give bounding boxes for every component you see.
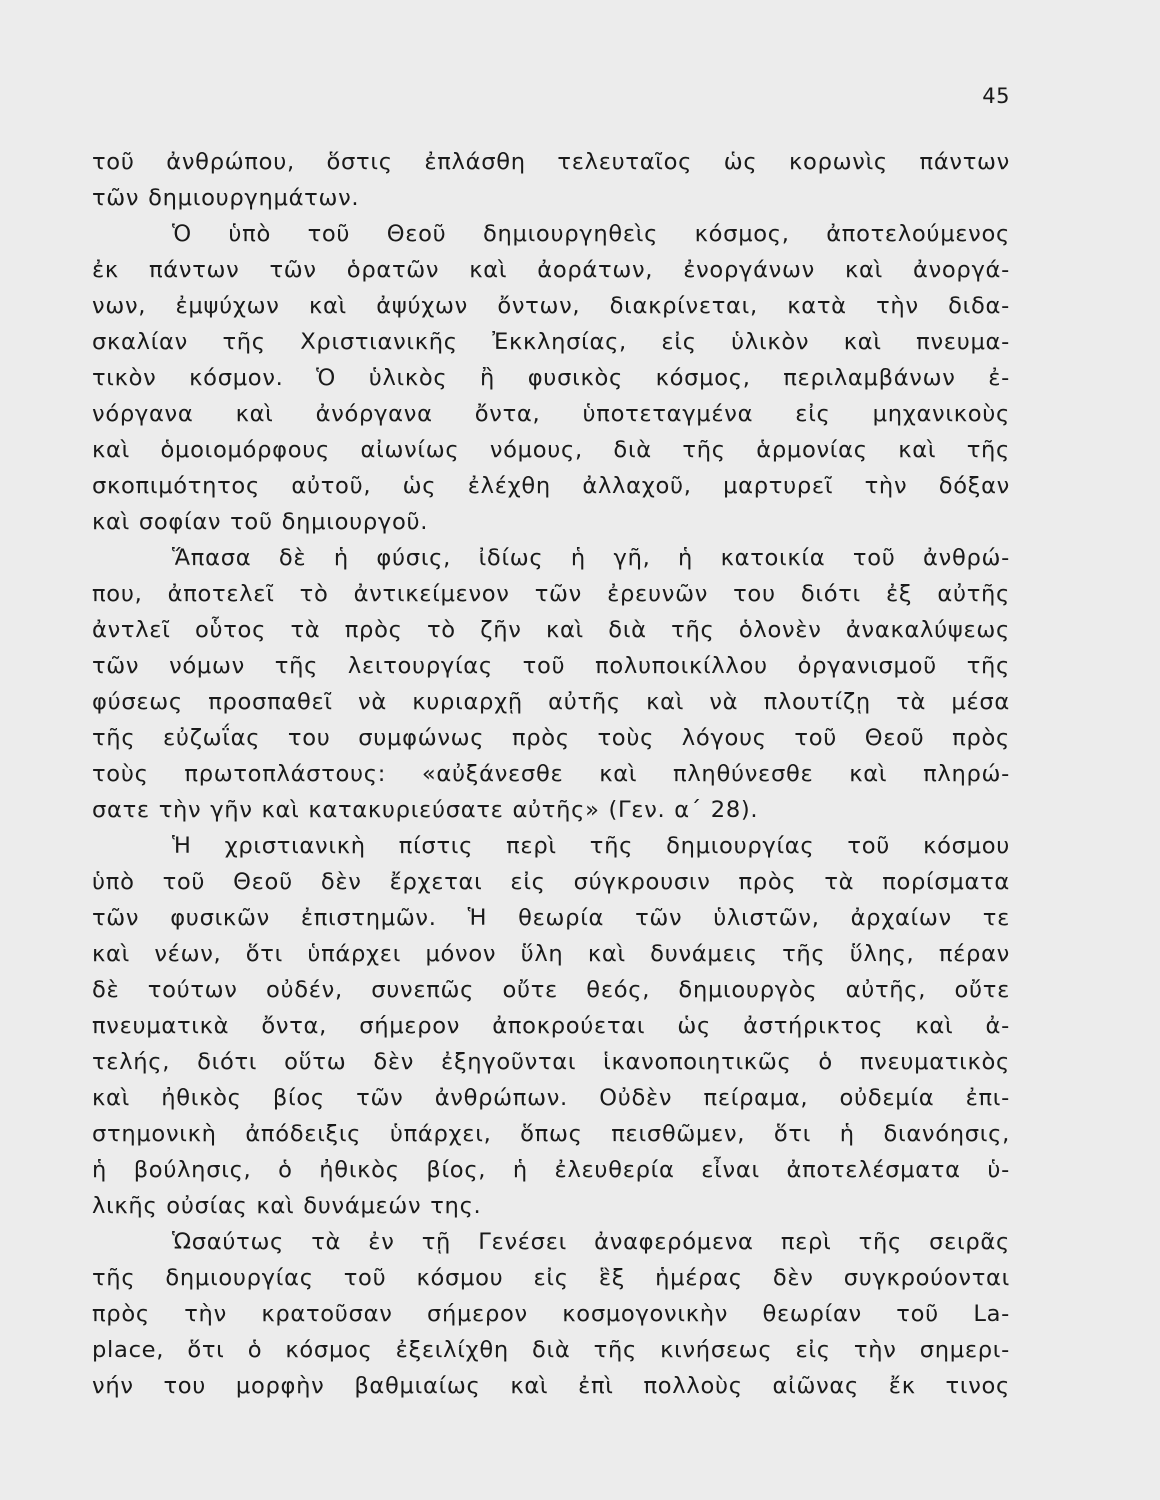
text-line: τῆς δημιουργίας τοῦ κόσμου εἰς ἓξ ἡμέρας δὲν συγκρούονται [92, 1265, 1010, 1291]
text-line: τελής, διότι οὕτω δὲν ἐξηγοῦνται ἱκανοποιητικῶς ὁ πνευματικὸς [92, 1049, 1010, 1075]
paragraph-first-line: Ὡσαύτως τὰ ἐν τῇ Γενέσει ἀναφερόμενα περὶ τῆς σειρᾶς [172, 1229, 1010, 1255]
text-line: σκαλίαν τῆς Χριστιανικῆς Ἐκκλησίας, εἰς ὑλικὸν καὶ πνευμα- [92, 329, 1010, 355]
text-line: πνευματικὰ ὄντα, σήμερον ἀποκρούεται ὡς ἀστήρικτος καὶ ἀ- [92, 1013, 1010, 1039]
text-line: σκοπιμότητος αὐτοῦ, ὡς ἐλέχθη ἀλλαχοῦ, μαρτυρεῖ τὴν δόξαν [92, 473, 1010, 499]
text-line: στημονικὴ ἀπόδειξις ὑπάρχει, ὅπως πεισθῶμεν, ὅτι ἡ διανόησις, [92, 1121, 1010, 1147]
text-line: φύσεως προσπαθεῖ νὰ κυριαρχῇ αὐτῆς καὶ νὰ πλουτίζῃ τὰ μέσα [92, 689, 1010, 715]
text-line: τοὺς πρωτοπλάστους: «αὐξάνεσθε καὶ πληθύνεσθε καὶ πληρώ- [92, 761, 1010, 787]
text-line: καὶ νέων, ὅτι ὑπάρχει μόνον ὕλη καὶ δυνάμεις τῆς ὕλης, πέραν [92, 941, 1010, 967]
paragraph-first-line: Ὁ ὑπὸ τοῦ Θεοῦ δημιουργηθεὶς κόσμος, ἀποτελούμενος [172, 221, 1010, 247]
text-line: λικῆς οὐσίας καὶ δυνάμεών της. [92, 1193, 482, 1219]
text-line: νόργανα καὶ ἀνόργανα ὄντα, ὑποτεταγμένα εἰς μηχανικοὺς [92, 401, 1010, 427]
text-line: καὶ σοφίαν τοῦ δημιουργοῦ. [92, 509, 429, 535]
text-line: τῶν φυσικῶν ἐπιστημῶν. Ἡ θεωρία τῶν ὑλιστῶν, ἀρχαίων τε [92, 905, 1010, 931]
text-line: place, ὅτι ὁ κόσμος ἐξειλίχθη διὰ τῆς κινήσεως εἰς τὴν σημερι- [92, 1337, 1010, 1363]
text-line: καὶ ἠθικὸς βίος τῶν ἀνθρώπων. Οὐδὲν πείραμα, οὐδεμία ἐπι- [92, 1085, 1010, 1111]
text-line: νήν του μορφὴν βαθμιαίως καὶ ἐπὶ πολλοὺς αἰῶνας ἔκ τινος [92, 1373, 1010, 1399]
body-text [92, 144, 1010, 1404]
text-line: ἀντλεῖ οὗτος τὰ πρὸς τὸ ζῆν καὶ διὰ τῆς ὁλονὲν ἀνακαλύψεως [92, 617, 1010, 643]
text-line: δὲ τούτων οὐδέν, συνεπῶς οὔτε θεός, δημιουργὸς αὐτῆς, οὔτε [92, 977, 1010, 1003]
text-line: καὶ ὁμοιομόρφους αἰωνίως νόμους, διὰ τῆς ἁρμονίας καὶ τῆς [92, 437, 1010, 463]
text-line: τῶν νόμων τῆς λειτουργίας τοῦ πολυποικίλλου ὀργανισμοῦ τῆς [92, 653, 1010, 679]
text-line: τικὸν κόσμον. Ὁ ὑλικὸς ἢ φυσικὸς κόσμος, περιλαμβάνων ἐ- [92, 365, 1010, 391]
text-line: σατε τὴν γῆν καὶ κατακυριεύσατε αὐτῆς» (Γεν. α΄ 28). [92, 797, 759, 823]
paragraph-first-line: Ἅπασα δὲ ἡ φύσις, ἰδίως ἡ γῆ, ἡ κατοικία τοῦ ἀνθρώ- [172, 545, 1010, 571]
text-line: νων, ἐμψύχων καὶ ἀψύχων ὄντων, διακρίνεται, κατὰ τὴν διδα- [92, 293, 1010, 319]
text-line: τῶν δημιουργημάτων. [92, 185, 360, 211]
text-line: ἐκ πάντων τῶν ὁρατῶν καὶ ἀοράτων, ἐνοργάνων καὶ ἀνοργά- [92, 257, 1010, 283]
text-line: τῆς εὐζωΐας του συμφώνως πρὸς τοὺς λόγους τοῦ Θεοῦ πρὸς [92, 725, 1010, 751]
paragraph-first-line: Ἡ χριστιανικὴ πίστις περὶ τῆς δημιουργίας τοῦ κόσμου [172, 833, 1010, 859]
text-line: που, ἀποτελεῖ τὸ ἀντικείμενον τῶν ἐρευνῶν του διότι ἐξ αὐτῆς [92, 581, 1010, 607]
text-line: πρὸς τὴν κρατοῦσαν σήμερον κοσμογονικὴν θεωρίαν τοῦ La- [92, 1301, 1010, 1327]
text-line: ὑπὸ τοῦ Θεοῦ δὲν ἔρχεται εἰς σύγκρουσιν πρὸς τὰ πορίσματα [92, 869, 1010, 895]
page-number: 45 [982, 84, 1010, 108]
text-line: ἡ βούλησις, ὁ ἠθικὸς βίος, ἡ ἐλευθερία εἶναι ἀποτελέσματα ὑ- [92, 1157, 1010, 1183]
text-line: τοῦ ἀνθρώπου, ὅστις ἐπλάσθη τελευταῖος ὡς κορωνὶς πάντων [92, 149, 1010, 175]
